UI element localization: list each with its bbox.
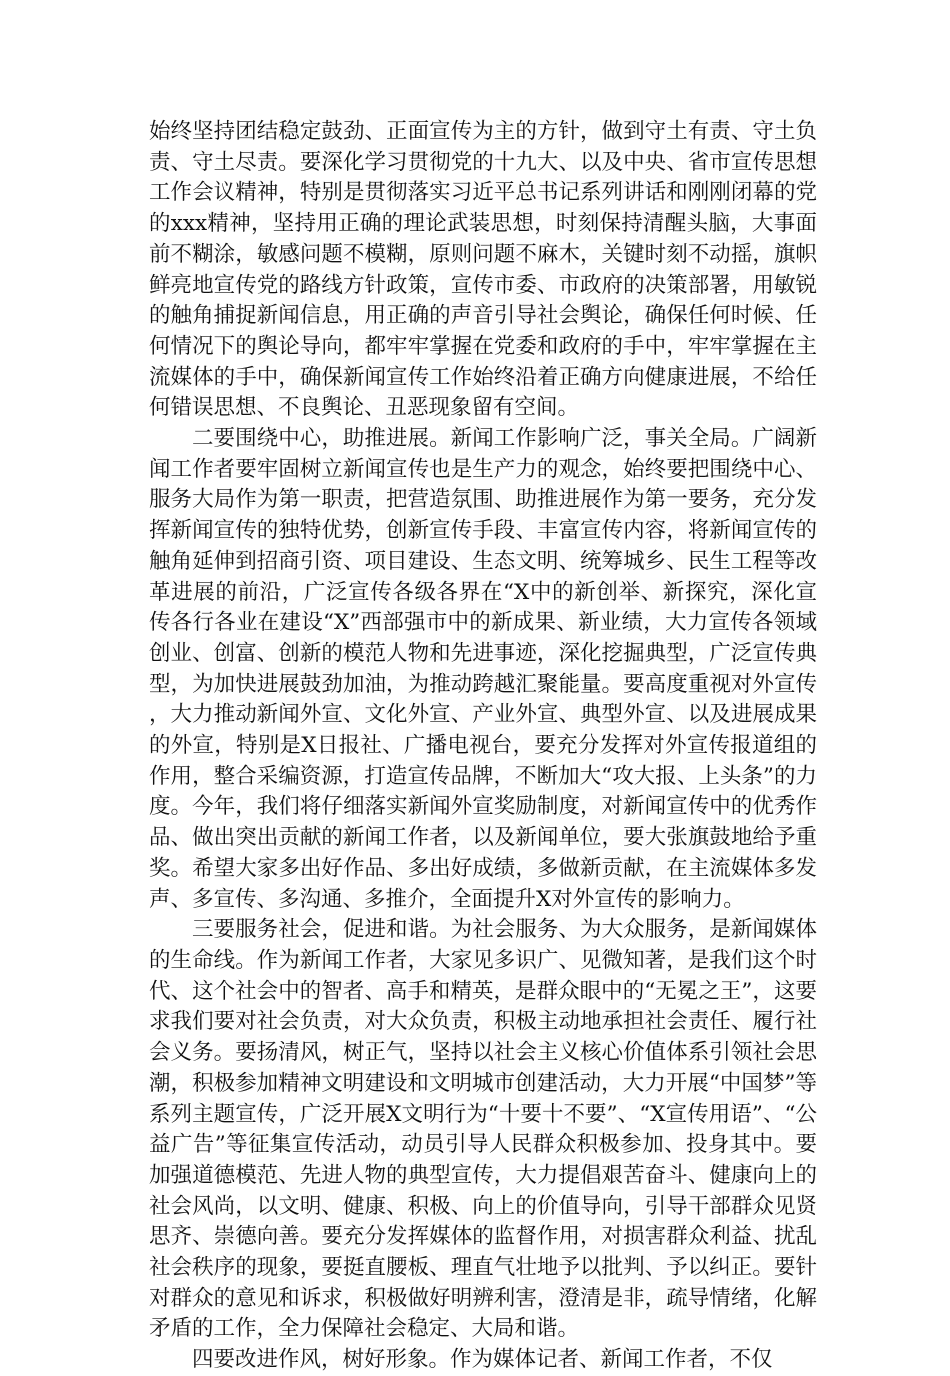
- paragraph-4: 四要改进作风，树好形象。作为媒体记者、新闻工作者，不仅: [192, 1347, 773, 1373]
- paragraph-1: 始终坚持团结稳定鼓劲、正面宣传为主的方针，做到守土有责、守土负责、守土尽责。要深化学习贯彻党的十九大、以及中央、省市宣传思想工作会议精神，特别是贯彻落实习近平总书记系列讲话和刚刚闭幕的党的xxx精神，坚持用正确的理论武装思想，时刻保持清醒头脑，大事面前不糊涂，敏感问题不模糊，原则问题不麻木，关键时刻不动摇，旗帜鲜亮地宣传党的路线方针政策，宣传市委、市政府的决策部署，用敏锐的触角捕捉新闻信息，用正确的声音引导社会舆论，确保任何时候、任何情况下的舆论导向，都牢牢掌握在党委和政府的手中，牢牢掌握在主流媒体的手中，确保新闻宣传工作始终沿着正确方向健康进展，不给任何错误思想、不良舆论、丑恶现象留有空间。: [149, 119, 817, 421]
- paragraph-3: 三要服务社会，促进和谐。为社会服务、为大众服务，是新闻媒体的生命线。作为新闻工作者，大家见多识广、见微知著，是我们这个时代、这个社会中的智者、高手和精英，是群众眼中的“无冕之王”，这要求我们要对社会负责，对大众负责，积极主动地承担社会责任、履行社会义务。要扬清风，树正气，坚持以社会主义核心价值体系引领社会思潮，积极参加精神文明建设和文明城市创建活动，大力开展“中国梦”等系列主题宣传，广泛开展X文明行为“十要十不要”、“X宣传用语”、“公益广告”等征集宣传活动，动员引导人民群众积极参加、投身其中。要加强道德模范、先进人物的典型宣传，大力提倡艰苦奋斗、健康向上的社会风尚，以文明、健康、积极、向上的价值导向，引导干部群众见贤思齐、崇德向善。要充分发挥媒体的监督作用，对损害群众利益、扰乱社会秩序的现象，要挺直腰板、理直气壮地予以批判、予以纠正。要针对群众的意见和诉求，积极做好明辨利害，澄清是非，疏导情绪，化解矛盾的工作，全力保障社会稳定、大局和谐。: [149, 917, 817, 1342]
- document-body: [149, 117, 817, 1376]
- paragraph-2: 二要围绕中心，助推进展。新闻工作影响广泛，事关全局。广阔新闻工作者要牢固树立新闻宣传也是生产力的观念，始终要把围绕中心、服务大局作为第一职责，把营造氛围、助推进展作为第一要务，充分发挥新闻宣传的独特优势，创新宣传手段、丰富宣传内容，将新闻宣传的触角延伸到招商引资、项目建设、生态文明、统筹城乡、民生工程等改革进展的前沿，广泛宣传各级各界在“X中的新创举、新探究，深化宣传各行各业在建设“X”西部强市中的新成果、新业绩，大力宣传各领域创业、创富、创新的模范人物和先进事迹，深化挖掘典型，广泛宣传典型，为加快进展鼓劲加油，为推动跨越汇聚能量。要高度重视对外宣传，大力推动新闻外宣、文化外宣、产业外宣、典型外宣、以及进展成果的外宣，特别是X日报社、广播电视台，要充分发挥对外宣传报道组的作用，整合采编资源，打造宣传品牌，不断加大“攻大报、上头条”的力度。今年，我们将仔细落实新闻外宣奖励制度，对新闻宣传中的优秀作品、做出突出贡献的新闻工作者，以及新闻单位，要大张旗鼓地给予重奖。希望大家多出好作品、多出好成绩，多做新贡献，在主流媒体多发声、多宣传、多沟通、多推介，全面提升X对外宣传的影响力。: [149, 426, 817, 912]
